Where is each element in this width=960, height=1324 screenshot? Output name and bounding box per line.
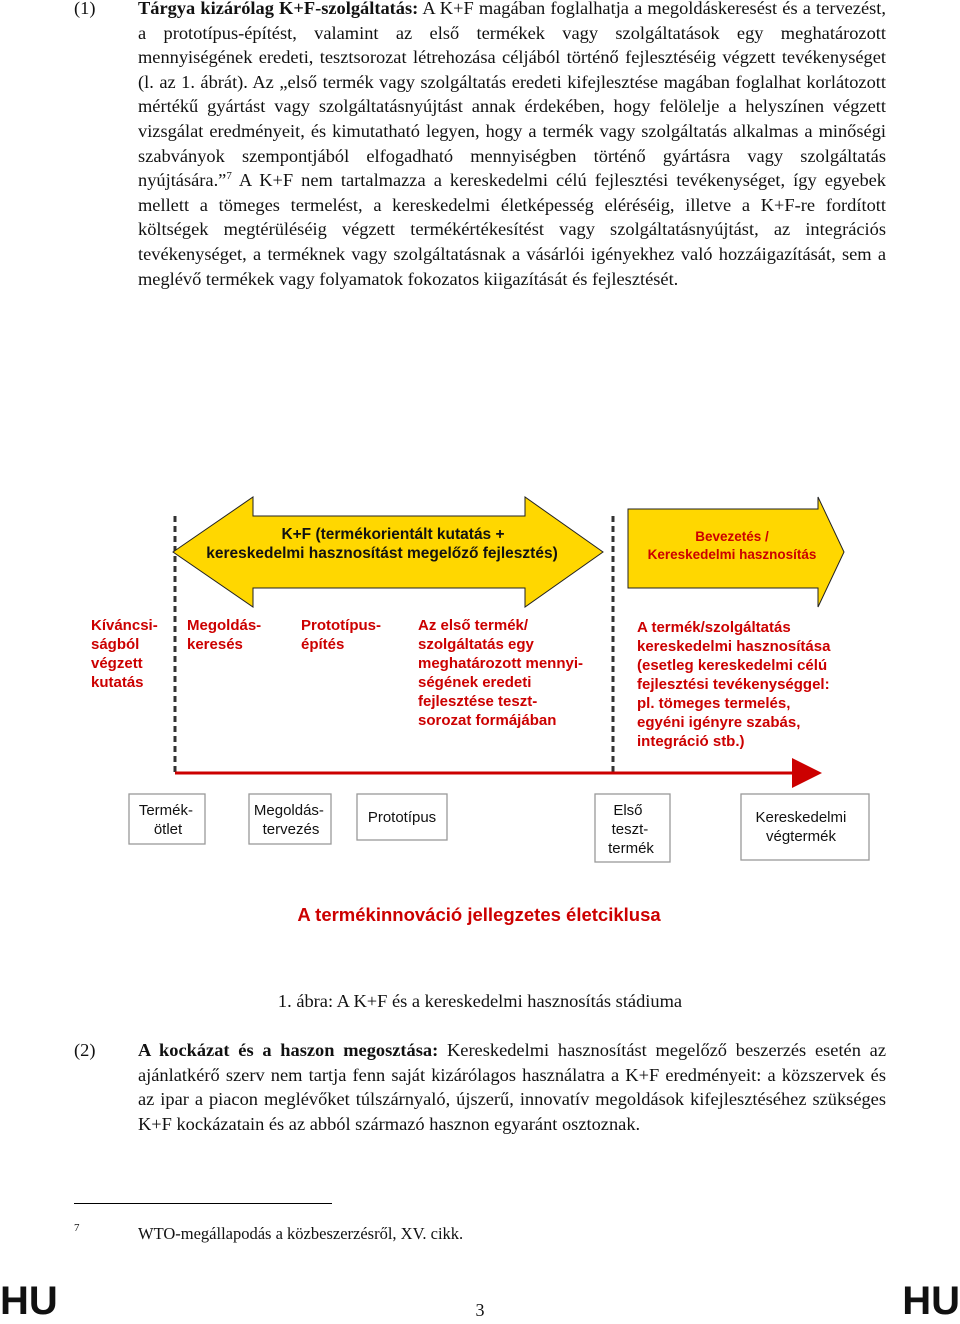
paragraph-body xyxy=(138,0,886,291)
phase-commercialisation: A termék/szolgáltatás kereskedelmi hasznosítása (esetleg kereskedelmi célú fejlesztési tevékenységgel: pl. tömeges termelés, egyéni igényre szabás, integráció stb.) xyxy=(637,619,831,750)
paragraph-number: (1) xyxy=(74,0,96,18)
box-solution-design-label: Megoldás- tervezés xyxy=(253,802,324,838)
rd-arrow-line2: kereskedelmi hasznosítást megelőző fejlesztés) xyxy=(206,545,558,562)
phase-first-product: Az első termék/ szolgáltatás egy meghatározott mennyi- ségének eredeti fejlesztése teszt- sorozat formájában xyxy=(418,617,584,729)
footnote-text: WTO-megállapodás a közbeszerzésről, XV. cikk. xyxy=(138,1224,464,1243)
footnote-divider xyxy=(74,1203,332,1204)
paragraph-text-continued: A K+F nem tartalmazza a kereskedelmi célú fejlesztési tevékenységet, így egyebek mellett a tömeges termelést, a kereskedelmi életképesség eléréséig, illetve a K+F-re fordított költségek megtérüléséig végzett termékértékesítést vagy szolgáltatásnyújtást, az integrációs tevékenységet, a terméknek vagy szolgáltatásnak a vásárlói igényekhez való hozzáigazítását, sem a meglévő termékek vagy folyamatok fokozatos kiigazítását és fejlesztését. xyxy=(138,170,886,289)
paragraph-2 xyxy=(74,1038,886,1136)
commercial-arrow-line1: Bevezetés / xyxy=(695,529,769,544)
rd-arrow-line1: K+F (termékorientált kutatás + xyxy=(281,526,505,543)
paragraph-1 xyxy=(74,0,886,291)
paragraph-number: (2) xyxy=(74,1040,96,1060)
paragraph-heading: Tárgya kizárólag K+F-szolgáltatás: xyxy=(138,0,419,18)
paragraph-text: Kereskedelmi hasznosítást megelőző beszerzés esetén az ajánlatkérő szerv nem tartja fenn saját kizárólagos használatra a K+F eredményeit: a közszervek és az ipar a piacon meglévőket túlszárnyaló, újszerű, innovatív megoldások kifejlesztéséhez szükséges K+F kockázatain és az abból származó hasznon egyaránt osztoznak. xyxy=(138,1040,887,1134)
language-code-left: HU xyxy=(0,1279,58,1323)
footnote-reference[interactable]: 7 xyxy=(226,170,232,183)
box-commercial-end-product-label: Kereskedelmi végtermék xyxy=(755,809,847,845)
lifecycle-diagram xyxy=(76,388,884,960)
language-code-right: HU xyxy=(902,1279,960,1323)
paragraph-heading: A kockázat és a haszon megosztása: xyxy=(138,1040,439,1060)
figure-title: A termékinnováció jellegzetes életciklusa xyxy=(297,904,661,925)
box-commercial-end-product xyxy=(741,794,869,860)
phase-prototyping: Prototípus- építés xyxy=(301,617,381,653)
box-first-test-product-label: Első teszt- termék xyxy=(608,802,654,857)
page-number: 3 xyxy=(475,1300,485,1320)
box-prototype-label: Prototípus xyxy=(367,809,437,826)
box-product-idea-label: Termék- ötlet xyxy=(138,802,193,838)
commercial-arrow-line2: Kereskedelmi hasznosítás xyxy=(647,547,817,562)
figure-caption: 1. ábra: A K+F és a kereskedelmi hasznosítás stádiuma xyxy=(277,991,683,1011)
lifecycle-figure xyxy=(76,388,884,960)
paragraph-text: A K+F magában foglalhatja a megoldáskeresést és a tervezést, a prototípus-építést, valamint az első termékek vagy szolgáltatások egy meghatározott mennyiségének eredeti, tesztsorozat létrehozása céljából történő fejlesztéséig végzett tevékenységet (l. az 1. ábrát). Az „első termék vagy szolgáltatás eredeti kifejlesztése magában foglalhat korlátozott mértékű gyártást vagy szolgáltatásnyújtást annak érdekében, hogy felölelje a helyszínen végzett vizsgálat eredményeit, és kimutatható legyen, hogy a termék vagy szolgáltatás alkalmas a minőségi szabványok szempontjából elfogadható mennyiségben történő gyártásra vagy szolgáltatás nyújtására.” xyxy=(138,0,886,191)
phase-curiosity-research: Kíváncsi- ságból végzett kutatás xyxy=(91,617,158,691)
paragraph-body xyxy=(138,1038,886,1136)
phase-solution-search: Megoldás- keresés xyxy=(187,617,262,653)
footnote-mark: 7 xyxy=(74,1222,80,1234)
